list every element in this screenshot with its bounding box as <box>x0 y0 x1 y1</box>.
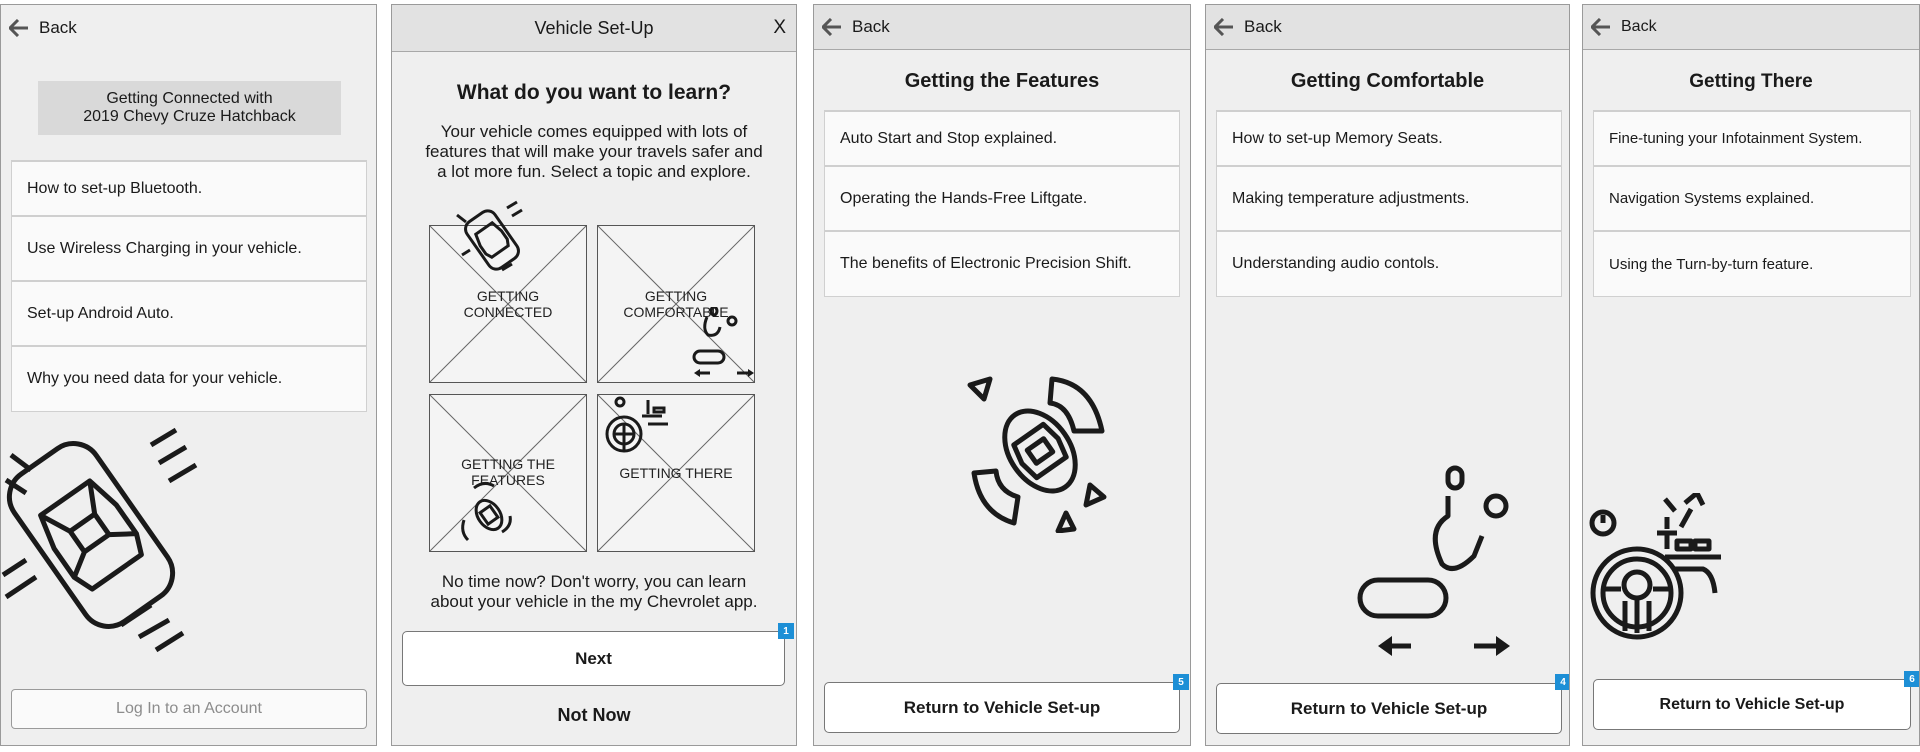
steering-wheel-icon <box>1585 493 1725 643</box>
list-item-navigation[interactable] <box>1594 167 1910 232</box>
list-item-data[interactable] <box>12 347 366 411</box>
back-button[interactable] <box>1 5 376 50</box>
back-label: Back <box>1244 17 1282 36</box>
next-button[interactable] <box>402 631 785 686</box>
back-label: Back <box>852 17 890 36</box>
tile-label: GETTING COMFORTABLE <box>623 288 729 320</box>
seat-adjust-icon <box>692 307 762 377</box>
list-item-precision-shift[interactable] <box>825 232 1179 296</box>
features-screen <box>813 4 1191 746</box>
list-item-liftgate[interactable] <box>825 167 1179 232</box>
step-badge: 6 <box>1904 671 1920 687</box>
step-badge: 1 <box>778 623 794 639</box>
list-item-label: Making temperature adjustments. <box>1232 189 1470 207</box>
step-badge: 4 <box>1555 674 1570 690</box>
footnote-text <box>412 572 776 612</box>
list-item-label: Navigation Systems explained. <box>1609 190 1815 207</box>
comfortable-screen <box>1205 4 1570 746</box>
arrow-left-icon <box>9 19 29 37</box>
title-bar <box>392 5 796 52</box>
list-item-label: Using the Turn-by-turn feature. <box>1609 255 1814 273</box>
footnote-line: No time now? Don't worry, you can learn <box>441 572 747 591</box>
return-label: Return to Vehicle Set-up <box>1659 695 1845 713</box>
back-label: Back <box>1621 18 1657 35</box>
list-item-temperature[interactable] <box>1217 167 1561 232</box>
list-item-infotainment[interactable] <box>1594 112 1910 167</box>
list-item-label: How to set-up Bluetooth. <box>27 179 203 197</box>
subtitle-line-1: Getting Connected with <box>106 90 273 107</box>
intro-line: a lot more fun. Select a topic and explore. <box>437 162 751 181</box>
arrow-left-icon <box>822 18 842 36</box>
step-badge: 5 <box>1173 674 1189 690</box>
list-item-bluetooth[interactable] <box>12 162 366 217</box>
car-features-icon <box>454 480 524 550</box>
car-features-icon <box>962 373 1122 533</box>
list-item-wireless-charging[interactable] <box>12 217 366 282</box>
list-item-turn-by-turn[interactable] <box>1594 232 1910 296</box>
list-item-label: Understanding audio contols. <box>1232 255 1440 272</box>
list-item-label: Use Wireless Charging in your vehicle. <box>27 239 302 257</box>
intro-line: Your vehicle comes equipped with lots of <box>440 122 748 141</box>
screen-title: Vehicle Set-Up <box>534 17 654 38</box>
list-item-label: The benefits of Electronic Precision Shift. <box>840 255 1132 272</box>
car-top-view-icon <box>452 200 532 280</box>
tile-label: GETTING THE FEATURES <box>461 456 555 488</box>
back-label: Back <box>39 17 77 37</box>
footnote-line: about your vehicle in the my Chevrolet app. <box>430 592 758 611</box>
intro-text <box>422 122 766 182</box>
arrow-left-icon <box>1214 18 1234 36</box>
list-item-auto-start[interactable] <box>825 112 1179 167</box>
list-item-android-auto[interactable] <box>12 282 366 347</box>
return-label: Return to Vehicle Set-up <box>903 697 1101 717</box>
next-label: Next <box>575 648 612 668</box>
back-button[interactable] <box>814 5 1190 50</box>
page-heading: Getting Comfortable <box>1290 70 1485 92</box>
topic-list <box>1216 110 1562 297</box>
return-button[interactable] <box>824 682 1180 733</box>
getting-there-screen <box>1582 4 1920 746</box>
list-item-label: Operating the Hands-Free Liftgate. <box>840 189 1088 207</box>
connected-screen <box>0 4 377 746</box>
return-button[interactable] <box>1216 683 1562 734</box>
topic-list <box>11 160 367 412</box>
close-icon[interactable]: X <box>773 17 786 38</box>
back-button[interactable] <box>1206 5 1569 50</box>
car-top-view-icon <box>1 425 221 655</box>
return-button[interactable] <box>1593 679 1911 730</box>
list-item-label: How to set-up Memory Seats. <box>1232 129 1443 147</box>
steering-wheel-icon <box>602 396 672 456</box>
subtitle-line-2: 2019 Chevy Cruze Hatchback <box>83 108 296 125</box>
list-item-label: Fine-tuning your Infotainment System. <box>1609 130 1863 147</box>
page-heading: Getting the Features <box>904 70 1100 92</box>
seat-adjust-icon <box>1356 460 1536 660</box>
tile-label: GETTING CONNECTED <box>463 288 553 320</box>
page-heading: Getting There <box>1689 71 1813 92</box>
login-button[interactable]: Log In to an Account <box>11 689 367 729</box>
topic-list <box>824 110 1180 297</box>
tile-label: GETTING THERE <box>619 465 733 481</box>
list-item-audio[interactable] <box>1217 232 1561 296</box>
list-item-label: Auto Start and Stop explained. <box>840 129 1058 147</box>
vehicle-setup-screen <box>391 4 797 746</box>
return-label: Return to Vehicle Set-up <box>1290 698 1488 718</box>
not-now-link[interactable]: Not Now <box>557 705 631 725</box>
page-heading: What do you want to learn? <box>456 81 732 104</box>
arrow-left-icon <box>1591 18 1611 36</box>
list-item-label: Why you need data for your vehicle. <box>27 370 283 387</box>
list-item-label: Set-up Android Auto. <box>27 304 174 322</box>
back-button[interactable] <box>1583 5 1919 50</box>
intro-line: features that will make your travels safer and <box>425 142 763 161</box>
list-item-memory-seats[interactable] <box>1217 112 1561 167</box>
topic-list <box>1593 110 1911 297</box>
vehicle-subtitle <box>38 81 341 135</box>
